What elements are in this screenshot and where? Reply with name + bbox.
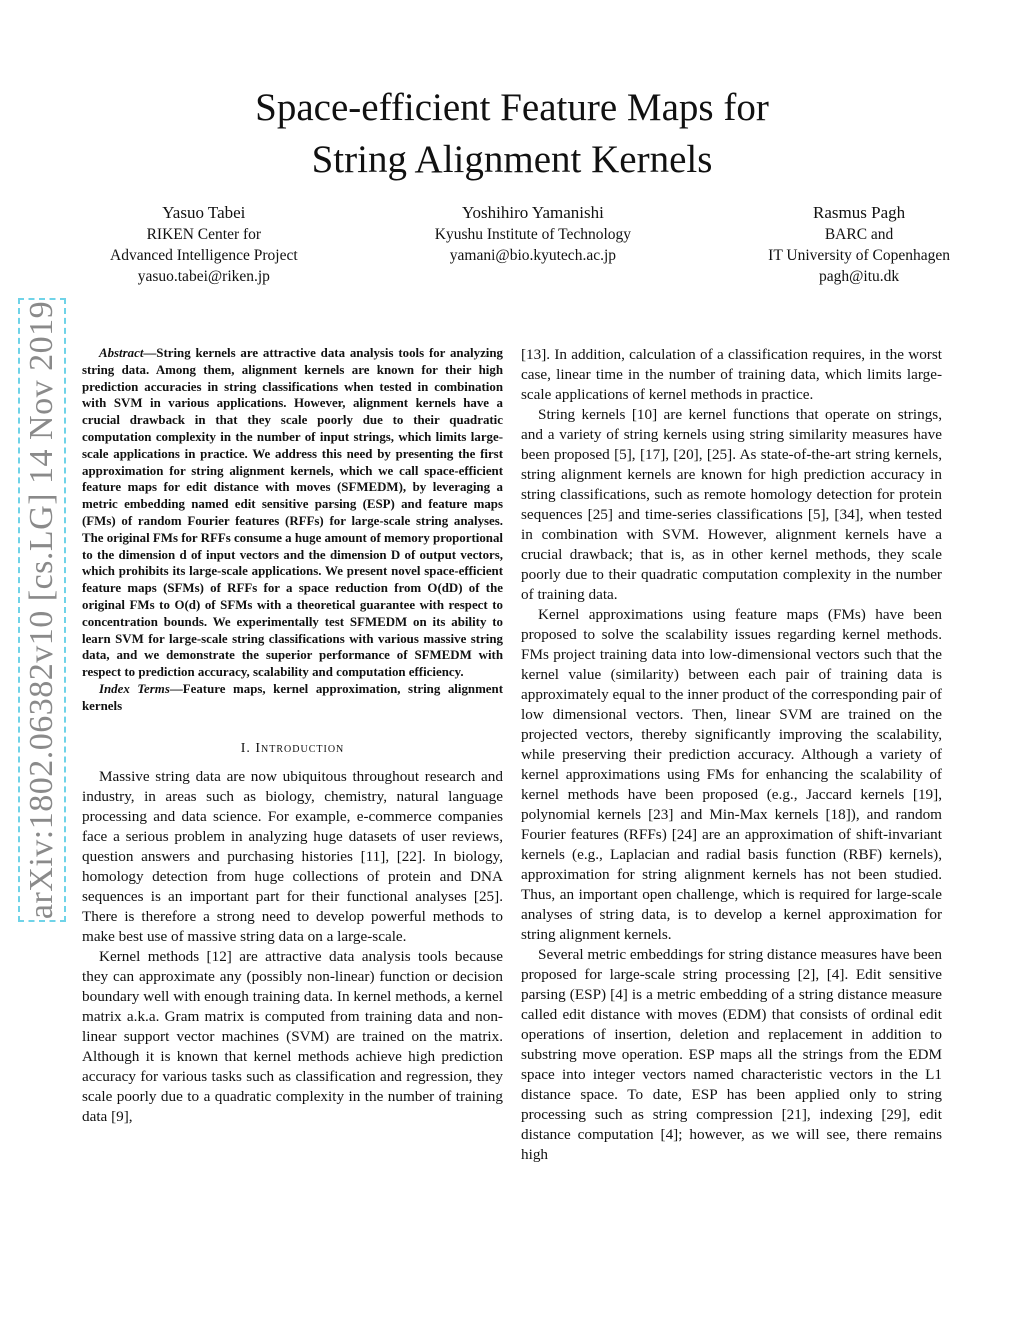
author-2 bbox=[435, 202, 631, 287]
paragraph: Several metric embeddings for string distance measures have been proposed for large-scale string processing [2], [4]. Edit sensitive parsing (ESP) [4] is a metric embedding of a string distance measure called edit distance with moves (EDM) that consists of ordinal edit operations of insertion, deletion and replacement in addition to substring move operation. ESP maps all the strings from the EDM space into integer vectors named characteristic vectors in the L1 distance space. To date, ESP has been applied only to string processing such as string compression [21], indexing [29], edit distance computation [4]; however, as we will see, there remains high bbox=[521, 946, 943, 1163]
paragraph: [13]. In addition, calculation of a classification requires, in the worst case, linear time in the number of training data, which limits large-scale applications of kernel methods in practice. bbox=[521, 346, 942, 403]
author-1 bbox=[110, 202, 298, 287]
author-block bbox=[110, 202, 950, 287]
arxiv-id: arXiv:1802.06382v10 [cs.LG] 14 Nov 2019 bbox=[23, 300, 61, 920]
paragraph: Massive string data are now ubiquitous throughout research and industry, in areas such as biology, chemistry, natural language processing and data science. For example, e-commerce companies face a serious problem in analyzing huge datasets of user reviews, question answers and purchasing histories [11], [22]. In biology, homology detection from huge collections of protein and DNA sequences is an important part for their functional analyses [25]. There is therefore a strong need to develop powerful methods to make best use of massive string data on a large-scale. bbox=[82, 767, 503, 945]
paper-title bbox=[0, 82, 1024, 186]
author-email[interactable]: yamani@bio.kyutech.ac.jp bbox=[449, 247, 617, 264]
paragraph: Kernel approximations using feature maps (FMs) have been proposed to solve the scalability issues regarding kernel methods. FMs project training data into low-dimensional vectors such that the kernel value (similarity) between each pair of training data is approximately equal to the inner product of the corresponding pair of low dimensional vectors. Then, linear SVM are trained on the projected vectors, thereby significantly improving the scalability, while preserving their prediction accuracy. Although a variety of kernel approximations using FMs for enhancing the scalability of kernel methods have been proposed (e.g., Jaccard kernels [19], polynomial kernels [23] and Min-Max kernels [18]), and random Fourier features (RFFs) [24] are an approximation of shift-invariant kernels (e.g., Laplacian and radial basis function (RBF) kernels), approximation for string alignment kernels has not been studied. Thus, an important open challenge, which is required for large-scale analyses of string data, is to develop a kernel approximation for string alignment kernels. bbox=[521, 606, 942, 943]
abstract: Abstract—String kernels are attractive data analysis tools for analyzing string data. Among them, alignment kernels are known for their high prediction accuracies in string classifications when tested in combination with SVM in various applications. However, alignment kernels have a crucial drawback in that they scale poorly due to their quadratic computation complexity in the number of input strings, which limits large-scale applications in practice. We address this need by presenting the first approximation for string alignment kernels, which we call space-efficient feature maps for edit distance with moves (SFMEDM), by leveraging a metric embedding named edit sensitive parsing (ESP) and feature maps (FMs) of random Fourier features (RFFs) for large-scale string analyses. The original FMs for RFFs consume a huge amount of memory proportional to the dimension d of input vectors and the dimension D of output vectors, which prohibits its large-scale applications. We present novel space-efficient feature maps (SFMs) of RFFs for a space reduction from O(dD) of the original FMs to O(d) of SFMs with a theoretical guarantee with respect to concentration bounds. We experimentally test SFMEDM on its ability to learn SVM for large-scale string classifications with various massive string data, and we demonstrate the superior performance of SFMEDM with respect to prediction accuracy, scalability and computation efficiency. bbox=[82, 346, 503, 680]
index-terms-body: Feature maps, kernel approximation, string alignment kernels bbox=[82, 681, 503, 713]
author-3 bbox=[768, 202, 950, 287]
title-line-1: Space-efficient Feature Maps for bbox=[255, 86, 769, 129]
abstract-label: Abstract bbox=[99, 346, 144, 360]
author-name: Yoshihiro Yamanishi bbox=[461, 203, 604, 222]
abstract-body: String kernels are attractive data analysis tools for analyzing string data. Among them, alignment kernels are known for their high prediction accuracies in string classifications when tested in combination with SVM in various applications. However, alignment kernels have a crucial drawback in that they scale poorly due to their quadratic computation complexity in the number of input strings, which limits large-scale applications in practice. We address this need by presenting the first approximation for string alignment kernels, which we call space-efficient feature maps for edit distance with moves (SFMEDM), by leveraging a metric embedding named edit sensitive parsing (ESP) and feature maps (FMs) of random Fourier features (RFFs) for large-scale string analyses. The original FMs for RFFs consume a huge amount of memory proportional to the dimension d of input vectors and the dimension D of output vectors, which prohibits its large-scale applications. We present novel space-efficient feature maps (SFMs) of RFFs for a space reduction from O(dD) of the original FMs to O(d) of SFMs with a theoretical guarantee with respect to concentration bounds. We experimentally test SFMEDM on its ability to learn SVM for large-scale string classifications with various massive string data, and we demonstrate the superior performance of SFMEDM with respect to prediction accuracy, scalability and computation efficiency. bbox=[82, 346, 503, 680]
author-email[interactable]: pagh@itu.dk bbox=[819, 268, 900, 285]
author-email[interactable]: yasuo.tabei@riken.jp bbox=[137, 268, 270, 285]
index-terms-label: Index Terms bbox=[99, 681, 170, 696]
right-column bbox=[521, 345, 942, 1165]
title-line-2: String Alignment Kernels bbox=[311, 138, 713, 181]
arxiv-stamp bbox=[20, 300, 64, 920]
left-column bbox=[82, 345, 503, 1127]
section-heading: I. Introduction bbox=[240, 740, 345, 756]
author-name: Yasuo Tabei bbox=[162, 203, 246, 222]
author-affiliation: IT University of Copenhagen bbox=[768, 247, 950, 264]
paragraph: Kernel methods [12] are attractive data analysis tools because they can approximate any (possibly non-linear) function or decision boundary well with enough training data. In kernel methods, a kernel matrix a.k.a. Gram matrix is computed from training data and non-linear support vector machines (SVM) are trained on the matrix. Although it is known that kernel methods achieve high prediction accuracy for various tasks such as classification and regression, they scale poorly due to a quadratic complexity in the number of training data [9], bbox=[82, 947, 503, 1125]
author-affiliation: RIKEN Center for bbox=[146, 226, 262, 243]
author-affiliation: BARC and bbox=[824, 226, 894, 243]
index-terms: Index Terms—Feature maps, kernel approximation, string alignment kernels bbox=[82, 681, 503, 713]
author-name: Rasmus Pagh bbox=[813, 203, 906, 222]
author-affiliation: Kyushu Institute of Technology bbox=[434, 226, 632, 243]
paragraph: String kernels [10] are kernel functions that operate on strings, and a variety of string kernels using string similarity measures have been proposed [5], [17], [20], [25]. As state-of-the-art string kernels, string alignment kernels are known for high prediction accuracy in string classifications, such as remote homology detection for protein sequences [25] and time-series classifications [5], [34], when tested in combination with SVM. However, alignment kernels have a crucial drawback; that is, as in other kernel methods, they scale poorly due to their quadratic computation complexity in the number of training data. bbox=[521, 406, 942, 603]
author-affiliation: Advanced Intelligence Project bbox=[110, 247, 298, 264]
